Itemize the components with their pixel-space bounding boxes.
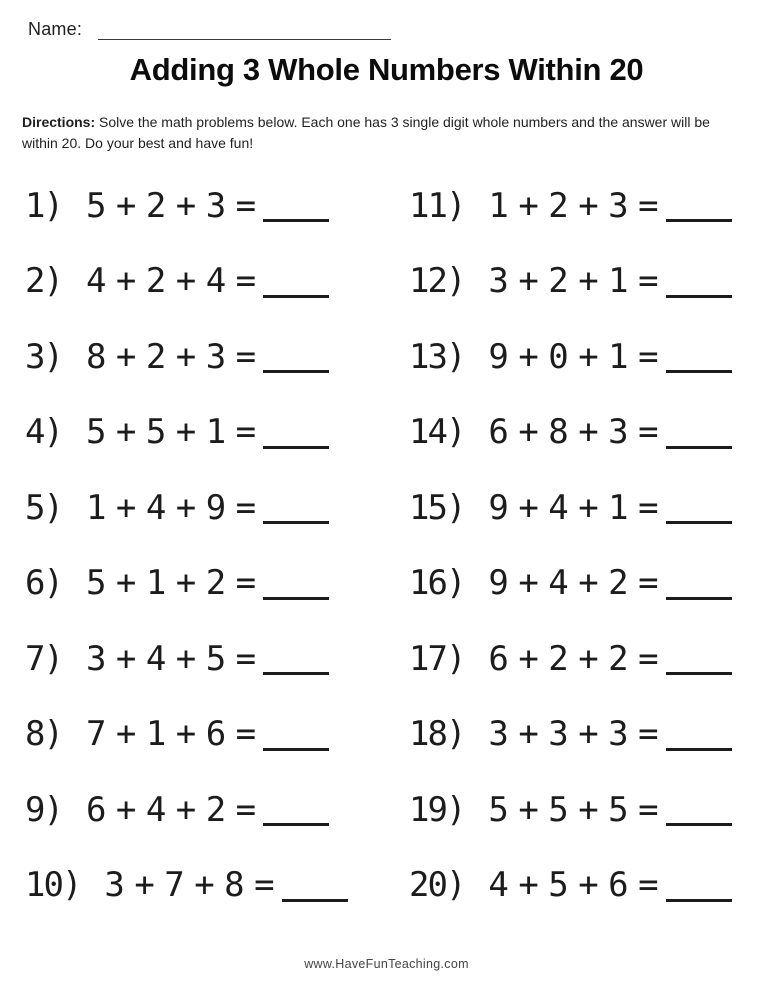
answer-blank <box>282 899 348 902</box>
problem-row-2 <box>25 244 395 320</box>
answer-blank <box>666 446 732 449</box>
problem-expression: 1 + 2 + 3 = <box>488 185 658 226</box>
problem-row-5 <box>25 470 395 546</box>
problem-expression: 5 + 1 + 2 = <box>85 563 256 604</box>
problem-row-1 <box>25 168 395 244</box>
answer-blank <box>263 370 329 373</box>
problems-grid <box>25 168 765 923</box>
problems-column-left <box>25 168 395 923</box>
answer-blank <box>263 672 329 675</box>
problem-number: 6) <box>25 563 62 604</box>
answer-blank <box>263 446 329 449</box>
answer-blank <box>263 219 329 222</box>
problem-number: 8) <box>25 714 62 755</box>
problem-number: 17) <box>409 638 465 679</box>
problem-number: 14) <box>409 412 465 453</box>
problem-number: 11) <box>409 185 465 226</box>
problem-row-10 <box>25 848 395 924</box>
answer-blank <box>666 823 732 826</box>
problem-expression: 5 + 5 + 1 = <box>85 412 256 453</box>
answer-blank <box>263 748 329 751</box>
problem-row-16 <box>409 546 765 622</box>
problem-expression: 4 + 5 + 6 = <box>488 865 658 906</box>
answer-blank <box>263 823 329 826</box>
problem-expression: 6 + 2 + 2 = <box>488 638 658 679</box>
problems-column-right <box>395 168 765 923</box>
directions <box>22 112 736 153</box>
problem-number: 16) <box>409 563 465 604</box>
answer-blank <box>666 672 732 675</box>
problem-number: 1) <box>25 185 62 226</box>
problem-number: 18) <box>409 714 465 755</box>
problem-expression: 5 + 5 + 5 = <box>488 789 658 830</box>
answer-blank <box>263 597 329 600</box>
problem-expression: 9 + 4 + 1 = <box>488 487 658 528</box>
answer-blank <box>666 748 732 751</box>
problem-expression: 9 + 4 + 2 = <box>488 563 658 604</box>
directions-label: Directions: <box>22 114 96 130</box>
problem-row-20 <box>409 848 765 924</box>
problem-expression: 3 + 7 + 8 = <box>104 865 274 906</box>
name-row <box>28 19 391 40</box>
problem-expression: 6 + 4 + 2 = <box>85 789 256 830</box>
answer-blank <box>666 295 732 298</box>
problem-expression: 8 + 2 + 3 = <box>85 336 256 377</box>
problem-number: 20) <box>409 865 465 906</box>
problem-row-8 <box>25 697 395 773</box>
problem-row-3 <box>25 319 395 395</box>
problem-number: 2) <box>25 261 62 302</box>
problem-number: 3) <box>25 336 62 377</box>
problem-number: 19) <box>409 789 465 830</box>
problem-number: 12) <box>409 261 465 302</box>
problem-row-17 <box>409 621 765 697</box>
problem-expression: 3 + 2 + 1 = <box>488 261 658 302</box>
problem-expression: 7 + 1 + 6 = <box>85 714 256 755</box>
problem-row-9 <box>25 772 395 848</box>
problem-expression: 3 + 3 + 3 = <box>488 714 658 755</box>
answer-blank <box>666 370 732 373</box>
problem-row-11 <box>409 168 765 244</box>
problem-row-6 <box>25 546 395 622</box>
answer-blank <box>666 521 732 524</box>
answer-blank <box>666 597 732 600</box>
name-fill-in-line <box>98 23 391 40</box>
problem-number: 13) <box>409 336 465 377</box>
problem-number: 7) <box>25 638 62 679</box>
problem-expression: 9 + 0 + 1 = <box>488 336 658 377</box>
problem-expression: 1 + 4 + 9 = <box>85 487 256 528</box>
problem-expression: 5 + 2 + 3 = <box>85 185 256 226</box>
name-label: Name: <box>28 19 83 39</box>
answer-blank <box>263 295 329 298</box>
problem-row-15 <box>409 470 765 546</box>
problem-expression: 3 + 4 + 5 = <box>85 638 256 679</box>
problem-expression: 6 + 8 + 3 = <box>488 412 658 453</box>
problem-expression: 4 + 2 + 4 = <box>85 261 256 302</box>
answer-blank <box>263 521 329 524</box>
problem-row-7 <box>25 621 395 697</box>
problem-number: 15) <box>409 487 465 528</box>
problem-number: 5) <box>25 487 62 528</box>
problem-number: 9) <box>25 789 62 830</box>
problem-row-4 <box>25 395 395 471</box>
directions-text: Solve the math problems below. Each one has 3 single digit whole numbers and the answer will be within 20. Do your best and have fun! <box>22 114 710 151</box>
problem-row-14 <box>409 395 765 471</box>
problem-number: 4) <box>25 412 62 453</box>
problem-number: 10) <box>25 865 81 906</box>
problem-row-19 <box>409 772 765 848</box>
problem-row-12 <box>409 244 765 320</box>
footer-url: www.HaveFunTeaching.com <box>304 957 469 971</box>
answer-blank <box>666 219 732 222</box>
answer-blank <box>666 899 732 902</box>
problem-row-13 <box>409 319 765 395</box>
problem-row-18 <box>409 697 765 773</box>
page-title: Adding 3 Whole Numbers Within 20 <box>129 52 644 87</box>
